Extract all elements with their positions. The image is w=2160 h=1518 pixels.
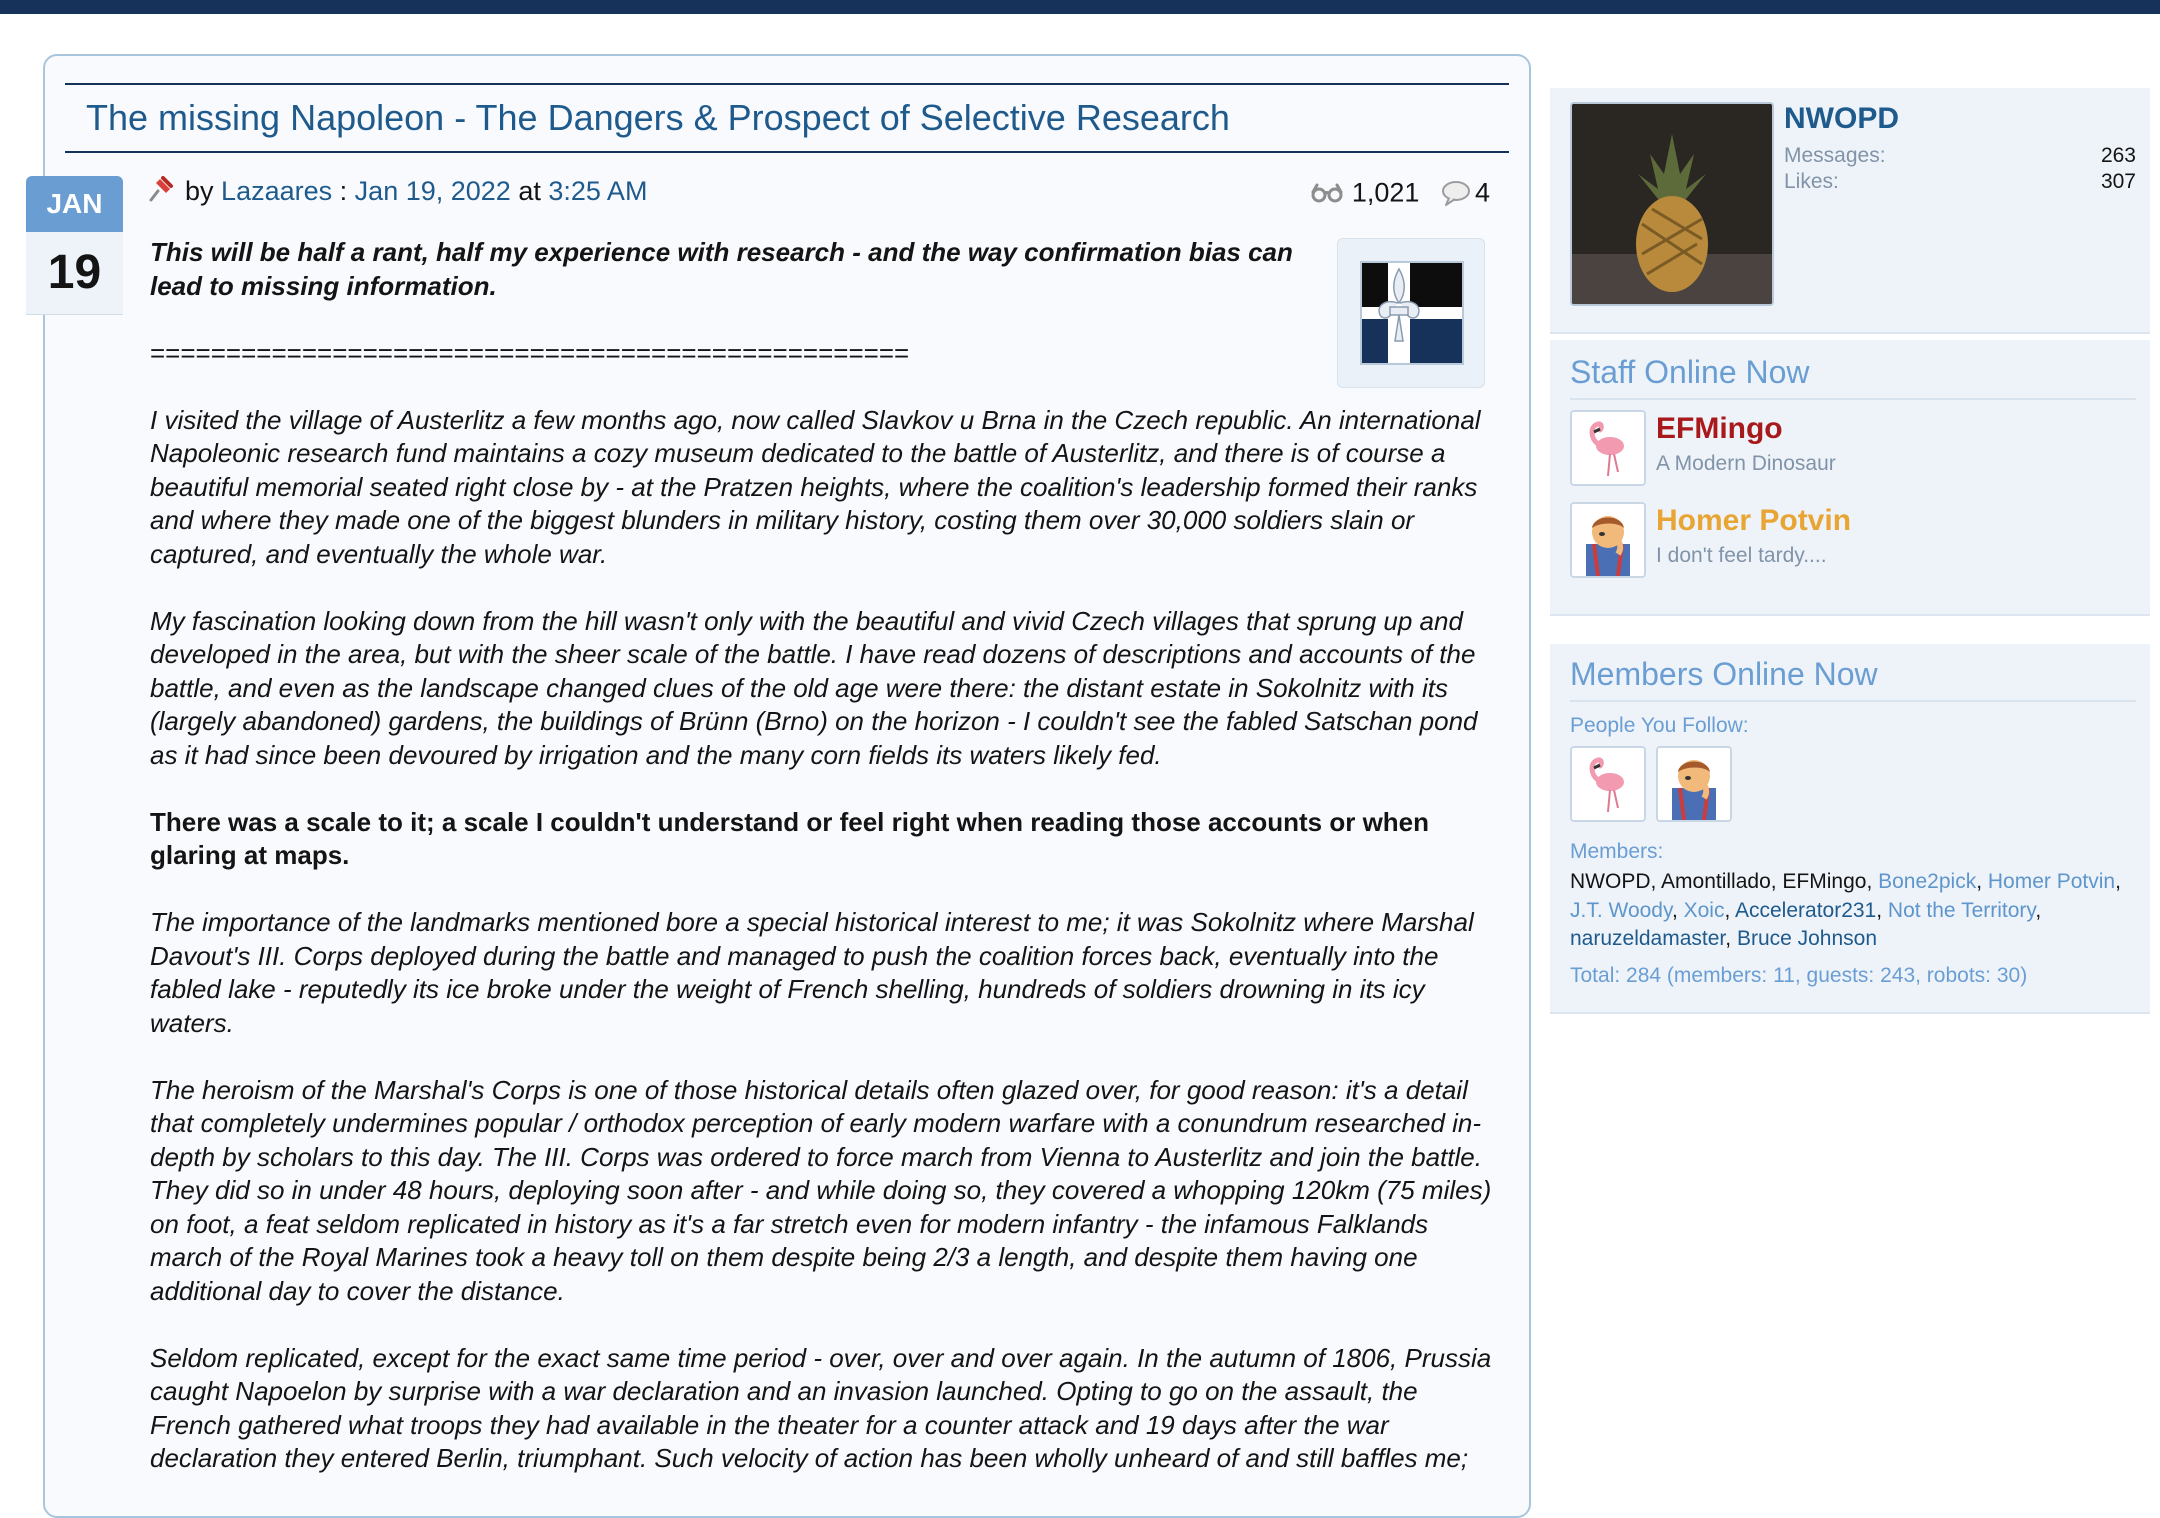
cartoon-character-icon <box>1658 748 1730 820</box>
top-nav-bar <box>0 0 2160 14</box>
staff-subtitle: A Modern Dinosaur <box>1656 452 1836 475</box>
article-panel <box>43 54 1531 1518</box>
staff-name[interactable]: Homer Potvin <box>1656 504 1852 537</box>
followed-flamingo-avatar[interactable] <box>1570 746 1646 822</box>
followed-avatars <box>1570 746 1770 822</box>
user-avatar[interactable] <box>1570 102 1774 306</box>
post-date-link[interactable]: Jan 19, 2022 <box>354 176 511 206</box>
member-separator: , <box>2035 898 2042 922</box>
member-link[interactable]: Homer Potvin <box>1987 870 2116 893</box>
cartoon-character-icon <box>1572 504 1644 576</box>
member-separator: , <box>1866 870 1879 893</box>
likes-stat <box>1784 170 2136 194</box>
members-label: Members: <box>1570 840 1664 863</box>
section-divider <box>1570 700 2136 702</box>
page-title[interactable]: The missing Napoleon - The Dangers & Prospect of Selective Research <box>86 97 1230 138</box>
section-divider <box>1570 398 2136 400</box>
member-link[interactable]: Amontillado <box>1661 870 1771 893</box>
date-day: 19 <box>26 232 123 315</box>
post-paragraph: My fascination looking down from the hill wasn't only with the beautiful and vivid Czech villages that sprung up and developed in the area, but with the sheer scale of the battle. I have read dozens of descriptions and accounts of the battle, and even as the landscape changed clues of the old age were there: the distant estate in Sokolnitz with its (largely abandoned) gardens, the buildings of Brünn (Brno) on the horizon - I couldn't see the fabled Satschan pond as it had since been devoured by irrigation and the many corn fields its waters likely fed. <box>150 605 1478 770</box>
separator-line: ================================================== <box>150 337 910 368</box>
online-members-list <box>1570 868 2140 954</box>
member-separator: , <box>2115 870 2121 893</box>
date-month: JAN <box>26 176 123 232</box>
member-separator: , <box>1671 898 1684 922</box>
comment-icon <box>1441 180 1471 206</box>
cartoon-avatar[interactable] <box>1570 502 1646 578</box>
comment-count: 4 <box>1474 177 1490 208</box>
member-link[interactable]: EFMingo <box>1782 870 1867 893</box>
post-body <box>150 236 1540 1509</box>
messages-stat <box>1784 144 2136 168</box>
member-separator: , <box>1770 870 1783 893</box>
member-link[interactable]: Bruce Johnson <box>1736 927 1878 950</box>
member-link[interactable]: Not the Territory <box>1887 898 2036 922</box>
meta-separator: : <box>339 176 348 206</box>
member-link[interactable]: NWOPD <box>1570 870 1651 893</box>
post-paragraph: The heroism of the Marshal's Corps is one of those historical details often glazed over, for good reason: it's a detail that completely undermines popular / orthodox perception of early modern warfare with a conundrum researched in-depth by scholars to this day. The III. Corps was ordered to force march from Vienna to Austerlitz and join the battle. They did so in under 48 hours, deploying soon after - and while doing so, they covered a whopping 120km (75 miles) on foot, a feat seldom replicated in history as it's a far stretch even for modern infantry - the infamous Falklands march of the Royal Marines took a heavy toll on them despite being 2/3 a length, and despite them having one additional day to cover the distance. <box>150 1074 1492 1306</box>
followed-cartoon-avatar[interactable] <box>1656 746 1732 822</box>
member-separator: , <box>1976 870 1988 893</box>
post-paragraph: The importance of the landmarks mentioned bore a special historical interest to me; it was Sokolnitz where Marshal Davout's III. Corps deployed during the battle and managed to push the coalition forces back, eventually into the fabled lake - reputedly its ice broke under the weight of French shelling, hundreds of soldiers drowning in its icy waters. <box>150 907 1474 1038</box>
members-online-title: Members Online Now <box>1570 656 1878 692</box>
pin-icon <box>145 174 175 204</box>
title-bar <box>65 83 1509 153</box>
member-link[interactable]: Accelerator231 <box>1734 898 1877 922</box>
messages-label: Messages: <box>1784 144 1886 167</box>
byline <box>185 176 647 207</box>
member-separator: , <box>1650 870 1662 893</box>
post-stats <box>1310 176 1490 208</box>
visitor-panel <box>1550 88 2150 334</box>
member-link[interactable]: Xoic <box>1683 898 1725 922</box>
user-name[interactable]: NWOPD <box>1784 102 1899 135</box>
staff-online-panel <box>1550 340 2150 616</box>
by-label: by <box>185 176 214 206</box>
flamingo-icon <box>1572 412 1644 484</box>
flamingo-icon <box>1572 748 1644 820</box>
post-paragraph: There was a scale to it; a scale I couldn't understand or feel right when reading those accounts or when glaring at maps. <box>150 806 1430 870</box>
member-separator: , <box>1724 898 1735 922</box>
people-you-follow-label: People You Follow: <box>1570 714 1749 737</box>
post-paragraph: This will be half a rant, half my experience with research - and the way confirmation bias can lead to missing information. <box>150 237 1293 301</box>
member-link[interactable]: naruzeldamaster <box>1570 927 1726 950</box>
post-time-link[interactable]: 3:25 AM <box>548 176 648 206</box>
member-link[interactable]: J.T. Woody <box>1570 898 1672 922</box>
likes-count[interactable]: 307 <box>2100 170 2136 193</box>
post-paragraph: I visited the village of Austerlitz a few months ago, now called Slavkov u Brna in the Czech republic. An international Napoleonic research fund maintains a cozy museum dedicated to the battle of Austerlitz, and there is of course a beautiful memorial seated right close by - at the Pratzen heights, where the coalition's leadership formed their ranks and where they made one of the biggest blunders in military history, costing them over 30,000 soldiers slain or captured, and eventually the whole war. <box>150 404 1481 569</box>
online-total: Total: 284 (members: 11, guests: 243, robots: 30) <box>1570 964 2028 987</box>
post-paragraph: Seldom replicated, except for the exact same time period - over, over and over again. In the autumn of 1806, Prussia caught Napoelon by surprise with a war declaration and an invasion launched. Opting to go on the assault, the French gathered what troops they had available in the theater for a counter attack and 19 days after the war declaration they entered Berlin, triumphant. Such velocity of action has been wholly unheard of and still baffles me; <box>150 1342 1492 1473</box>
member-link[interactable]: Bone2pick <box>1878 870 1977 893</box>
staff-online-title: Staff Online Now <box>1570 354 1810 390</box>
members-online-panel <box>1550 644 2150 1014</box>
staff-name[interactable]: EFMingo <box>1656 412 1783 445</box>
staff-subtitle: I don't feel tardy.... <box>1656 544 1827 567</box>
pineapple-avatar-image <box>1572 104 1772 304</box>
date-badge <box>26 176 123 315</box>
member-separator: , <box>1725 927 1737 950</box>
post-meta <box>145 172 1490 212</box>
author-link[interactable]: Lazaares <box>221 176 333 206</box>
messages-count[interactable]: 263 <box>2100 144 2136 167</box>
view-count: 1,021 <box>1351 177 1420 208</box>
likes-label: Likes: <box>1784 170 1839 193</box>
member-separator: , <box>1876 898 1888 922</box>
at-label: at <box>518 176 541 206</box>
glasses-icon <box>1310 182 1344 204</box>
flamingo-avatar[interactable] <box>1570 410 1646 486</box>
